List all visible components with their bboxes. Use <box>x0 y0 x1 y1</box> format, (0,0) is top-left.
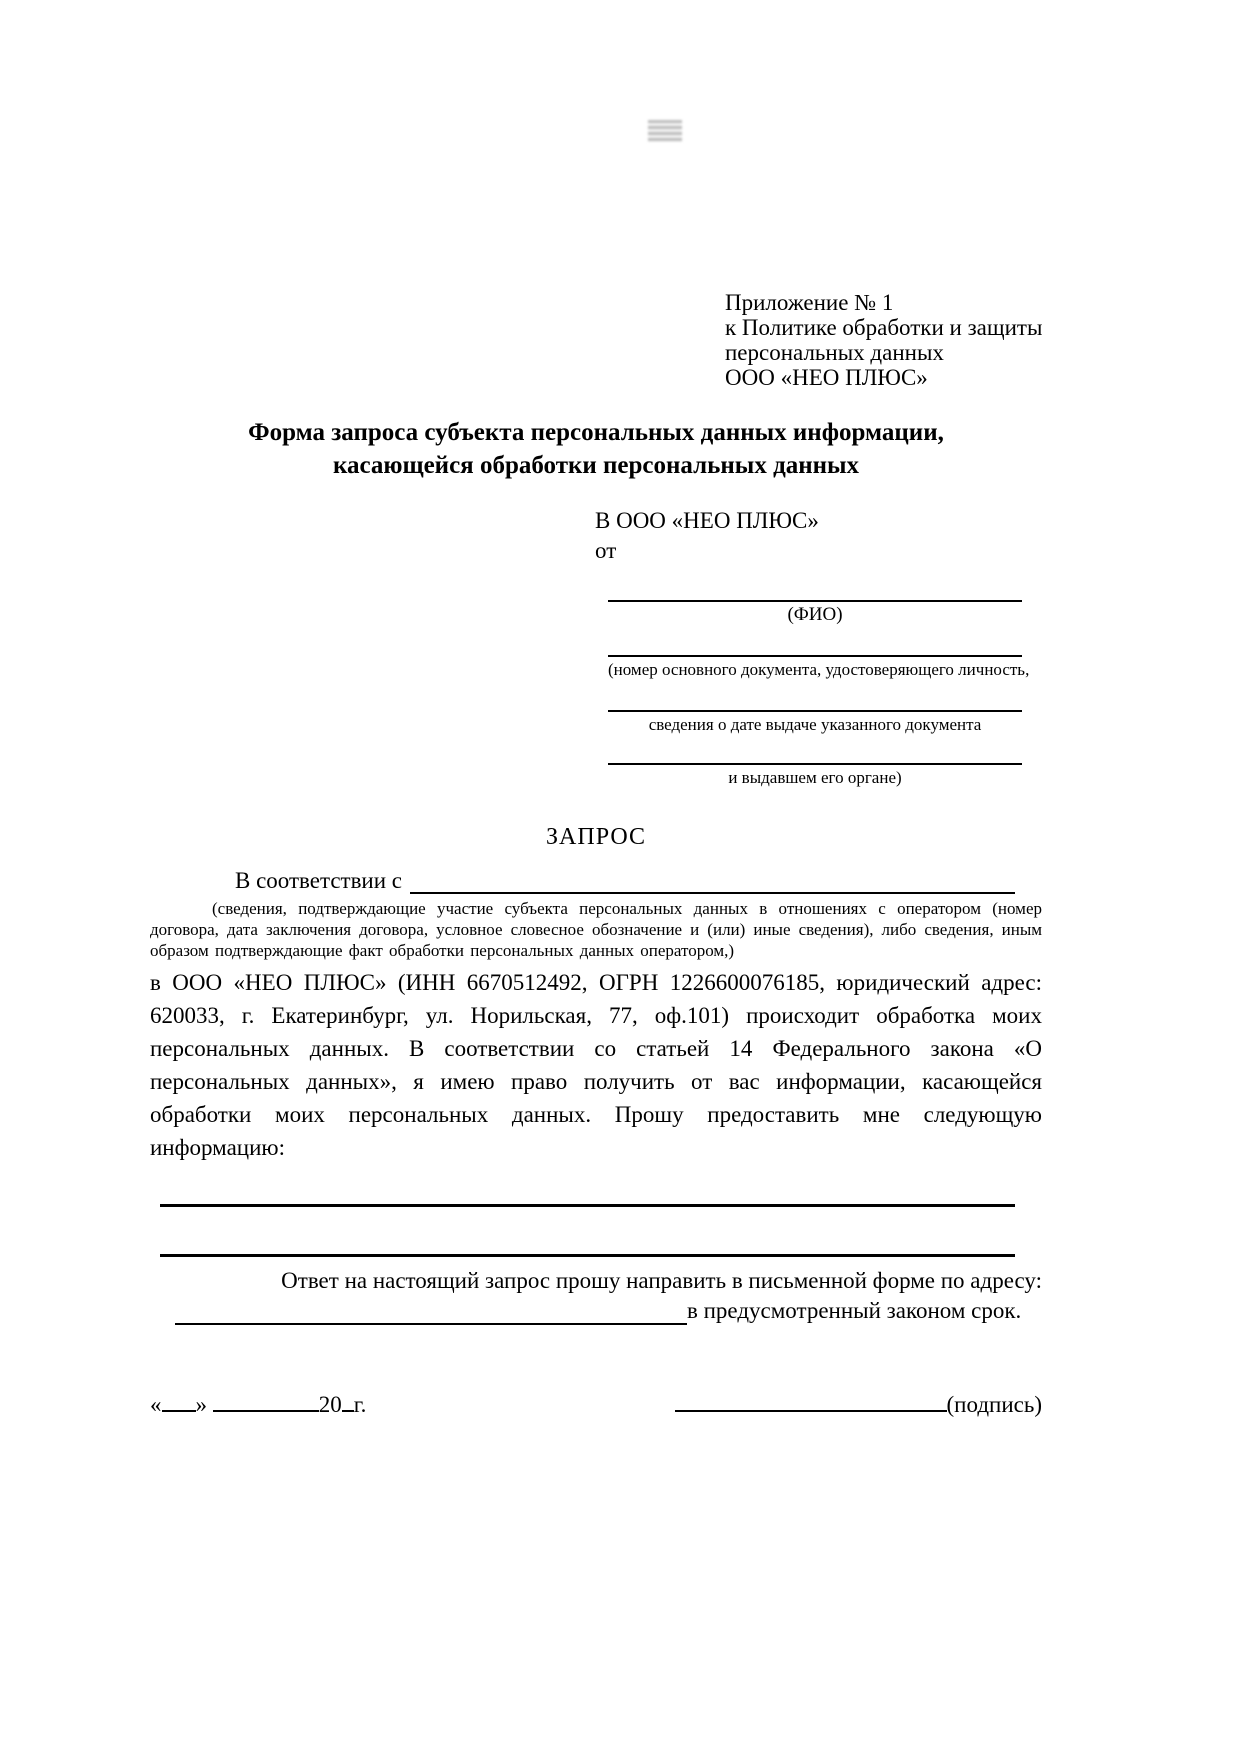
info-blank-line-1 <box>160 1204 1015 1207</box>
document-title-line: Форма запроса субъекта персональных данных информации, <box>248 419 944 446</box>
reply-term-text: в предусмотренный законом срок. <box>687 1298 1022 1323</box>
accordance-footnote: (сведения, подтверждающие участие субъекта персональных данных в отношениях с оператором (номер договора, дата заключения договора, условное словесное обозначение и (или) иные сведения), либо сведения, иным образом подтверждающие факт обработки персональных данных оператором,) <box>150 899 1042 960</box>
accordance-blank-line <box>410 869 1015 894</box>
field-issue-date-caption: сведения о дате выдаче указанного документа <box>648 715 982 734</box>
field-issue-date <box>608 710 1022 735</box>
addressee-block <box>595 506 1042 566</box>
accordance-line <box>150 867 1042 894</box>
reply-instruction-line: Ответ на настоящий запрос прошу направить в письменной форме по адресу: <box>281 1268 1042 1293</box>
field-fio-caption: (ФИО) <box>787 604 843 625</box>
appendix-line: ООО «НЕО ПЛЮС» <box>725 365 928 390</box>
addressee-from-label: от <box>595 538 617 563</box>
month-blank <box>213 1387 319 1412</box>
document-title-line: касающейся обработки персональных данных <box>332 452 860 479</box>
appendix-line: персональных данных <box>725 340 944 365</box>
signature-blank-line <box>675 1387 947 1412</box>
document-title <box>150 416 1042 482</box>
quote-open: « <box>150 1392 162 1417</box>
date-fill-in <box>150 1387 366 1418</box>
faded-scan-logo-image <box>648 120 682 142</box>
day-blank <box>162 1387 196 1412</box>
field-issuing-authority-blank-line <box>608 763 1022 765</box>
reply-address-line <box>150 1297 1042 1325</box>
field-document-number-blank-line <box>608 655 1022 657</box>
addressee-to: В ООО «НЕО ПЛЮС» <box>595 508 819 533</box>
signature-caption: (подпись) <box>946 1392 1042 1417</box>
signature-row <box>150 1387 1042 1418</box>
field-document-number-caption: (номер основного документа, удостоверяющего личность, <box>608 660 1030 679</box>
field-issue-date-blank-line <box>608 710 1022 712</box>
field-issuing-authority <box>608 763 1022 788</box>
field-document-number <box>608 655 1030 680</box>
appendix-block <box>725 0 1042 390</box>
quote-close: » <box>195 1392 207 1417</box>
accordance-prefix: В соответствии с <box>235 868 403 893</box>
appendix-line: Приложение № 1 <box>725 290 894 315</box>
field-fio <box>608 600 1022 625</box>
reply-address-blank-line <box>175 1300 687 1325</box>
request-body-paragraph: в ООО «НЕО ПЛЮС» (ИНН 6670512492, ОГРН 1226600076185, юридический адрес: 620033, г. Екатеринбург, ул. Норильская, 77, оф.101) происходит обработка моих персональных данных. В соответствии со статьей 14 Федерального закона «О персональных данных», я имею право получить от вас информации, касающейся обработки моих персональных данных. Прошу предоставить мне следующую информацию: <box>150 970 1042 1160</box>
field-fio-blank-line <box>608 600 1022 602</box>
field-issuing-authority-caption: и выдавшем его органе) <box>728 768 902 787</box>
request-heading: ЗАПРОС <box>546 824 646 850</box>
year-prefix: 20 <box>318 1392 342 1417</box>
year-blank <box>342 1387 354 1412</box>
info-blank-line-2 <box>160 1254 1015 1257</box>
year-suffix: г. <box>353 1392 367 1417</box>
fill-in-fields <box>150 600 1042 788</box>
appendix-line: к Политике обработки и защиты <box>725 315 1043 340</box>
signature-fill-in <box>675 1387 1042 1418</box>
